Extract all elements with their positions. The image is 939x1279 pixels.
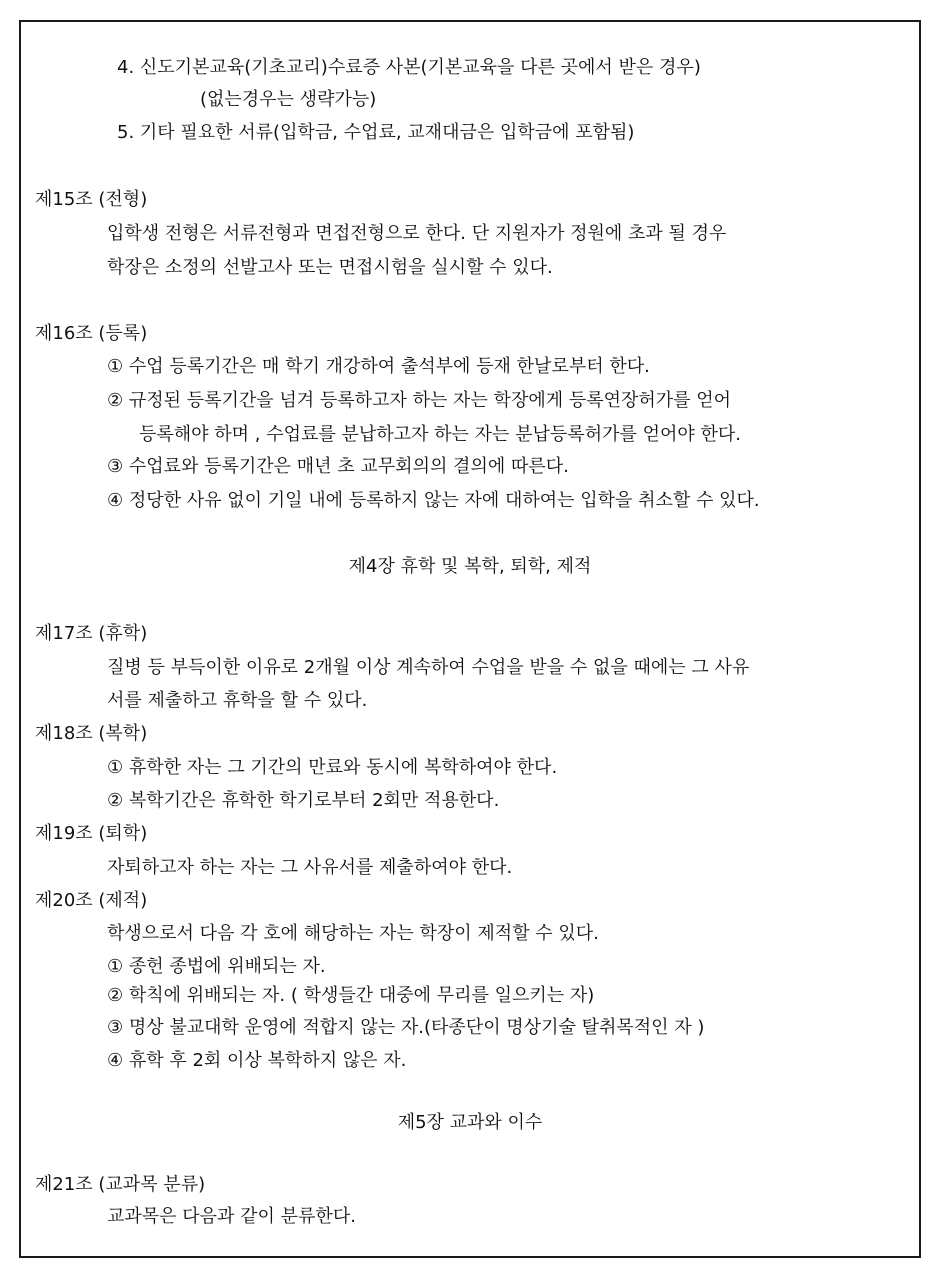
article-19-heading: 제19조 (퇴학) <box>35 823 148 844</box>
article-20-clause: ④ 휴학 후 2회 이상 복학하지 않은 자. <box>107 1050 407 1071</box>
article-21-line: 교과목은 다음과 같이 분류한다. <box>107 1206 356 1227</box>
article-16-clause-cont: 등록해야 하며 , 수업료를 분납하고자 하는 자는 분납등록허가를 얻어야 한다. <box>139 424 741 445</box>
article-19-line: 자퇴하고자 하는 자는 그 사유서를 제출하여야 한다. <box>107 857 513 878</box>
article-20-line: 학생으로서 다음 각 호에 해당하는 자는 학장이 제적할 수 있다. <box>107 923 599 944</box>
article-17-heading: 제17조 (휴학) <box>35 623 148 644</box>
article-20-heading: 제20조 (제적) <box>35 890 148 911</box>
top-item-4-note: (없는경우는 생략가능) <box>200 89 377 110</box>
article-15-line: 입학생 전형은 서류전형과 면접전형으로 한다. 단 지원자가 정원에 초과 될 경우 <box>107 223 727 244</box>
chapter-4-title: 제4장 휴학 및 복학, 퇴학, 제적 <box>348 556 592 577</box>
top-item-4: 4. 신도기본교육(기초교리)수료증 사본(기본교육을 다른 곳에서 받은 경우) <box>117 57 701 78</box>
article-17-line: 서를 제출하고 휴학을 할 수 있다. <box>107 690 368 711</box>
document-frame <box>19 20 921 1258</box>
article-15-line: 학장은 소정의 선발고사 또는 면접시험을 실시할 수 있다. <box>107 257 553 278</box>
article-21-heading: 제21조 (교과목 분류) <box>35 1174 206 1195</box>
article-16-heading: 제16조 (등록) <box>35 323 148 344</box>
article-16-clause: ④ 정당한 사유 없이 기일 내에 등록하지 않는 자에 대하여는 입학을 취소할 수 있다. <box>107 490 760 511</box>
article-16-clause: ① 수업 등록기간은 매 학기 개강하여 출석부에 등재 한날로부터 한다. <box>107 356 650 377</box>
chapter-5-title: 제5장 교과와 이수 <box>397 1112 543 1133</box>
article-16-clause: ② 규정된 등록기간을 넘겨 등록하고자 하는 자는 학장에게 등록연장허가를 얻어 <box>107 390 732 411</box>
top-item-5: 5. 기타 필요한 서류(입학금, 수업료, 교재대금은 입학금에 포함됨) <box>117 122 635 143</box>
article-20-clause: ② 학칙에 위배되는 자. ( 학생들간 대중에 무리를 일으키는 자) <box>107 985 595 1006</box>
article-15-heading: 제15조 (전형) <box>35 189 148 210</box>
article-20-clause: ① 종헌 종법에 위배되는 자. <box>107 956 326 977</box>
article-18-clause: ② 복학기간은 휴학한 학기로부터 2회만 적용한다. <box>107 790 500 811</box>
article-18-heading: 제18조 (복학) <box>35 723 148 744</box>
article-20-clause: ③ 명상 불교대학 운영에 적합지 않는 자.(타종단이 명상기술 탈취목적인 자 ) <box>107 1017 705 1038</box>
article-18-clause: ① 휴학한 자는 그 기간의 만료와 동시에 복학하여야 한다. <box>107 757 558 778</box>
article-16-clause: ③ 수업료와 등록기간은 매년 초 교무회의의 결의에 따른다. <box>107 456 569 477</box>
article-17-line: 질병 등 부득이한 이유로 2개월 이상 계속하여 수업을 받을 수 없을 때에는 그 사유 <box>107 657 750 678</box>
